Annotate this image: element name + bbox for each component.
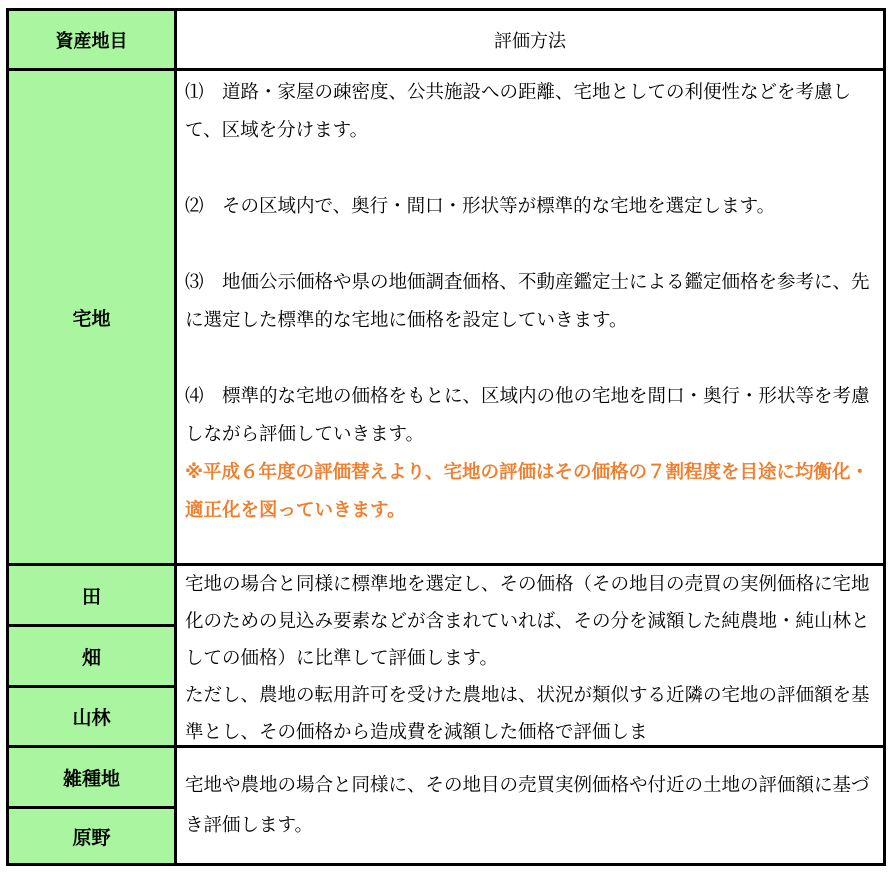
farm-method (177, 566, 883, 748)
header-category: 資産地目 (9, 11, 177, 71)
label-takuchi: 宅地 (9, 71, 177, 566)
label-genya: 原野 (9, 809, 177, 863)
header-method: 評価方法 (177, 11, 883, 71)
takuchi-step-2: ⑵ その区域内で、奥行・間口・形状等が標準的な宅地を選定します。 (185, 196, 776, 217)
takuchi-step-3: ⑶ 地価公示価格や県の地価調査価格、不動産鑑定士による鑑定価格を参考に、先に選定した標準的な宅地に価格を設定していきます。 (185, 272, 870, 331)
label-zatsushuchi: 雑種地 (9, 748, 177, 809)
takuchi-note: ※平成６年度の評価替えより、宅地の評価はその価格の７割程度を目途に均衡化・適正化を図っていきます。 (185, 462, 869, 521)
takuchi-step-1: ⑴ 道路・家屋の疎密度、公共施設への距離、宅地としての利便性などを考慮して、区域を分けます。 (185, 82, 852, 141)
label-ta: 田 (9, 566, 177, 627)
other-method (177, 748, 883, 863)
land-valuation-table (6, 8, 886, 866)
label-hata: 畑 (9, 627, 177, 688)
other-text: 宅地や農地の場合と同様に、その地目の売買実例価格や付近の土地の評価額に基づき評価します。 (185, 774, 870, 836)
takuchi-step-4: ⑷ 標準的な宅地の価格をもとに、区域内の他の宅地を間口・奥行・形状等を考慮しながら評価していきます。 (185, 386, 870, 445)
label-sanrin: 山林 (9, 688, 177, 748)
farm-text-1: 宅地の場合と同様に標準地を選定し、その価格（その地目の売買の実例価格に宅地化のための見込み要素などが含まれていれば、その分を減額した純農地・純山林としての価格）に比準して評価します。 (185, 574, 870, 669)
takuchi-method (177, 71, 883, 566)
farm-text-2: ただし、農地の転用許可を受けた農地は、状況が類似する近隣の宅地の評価額を基準とし、その価格から造成費を減額した価格で評価しま (185, 685, 870, 743)
